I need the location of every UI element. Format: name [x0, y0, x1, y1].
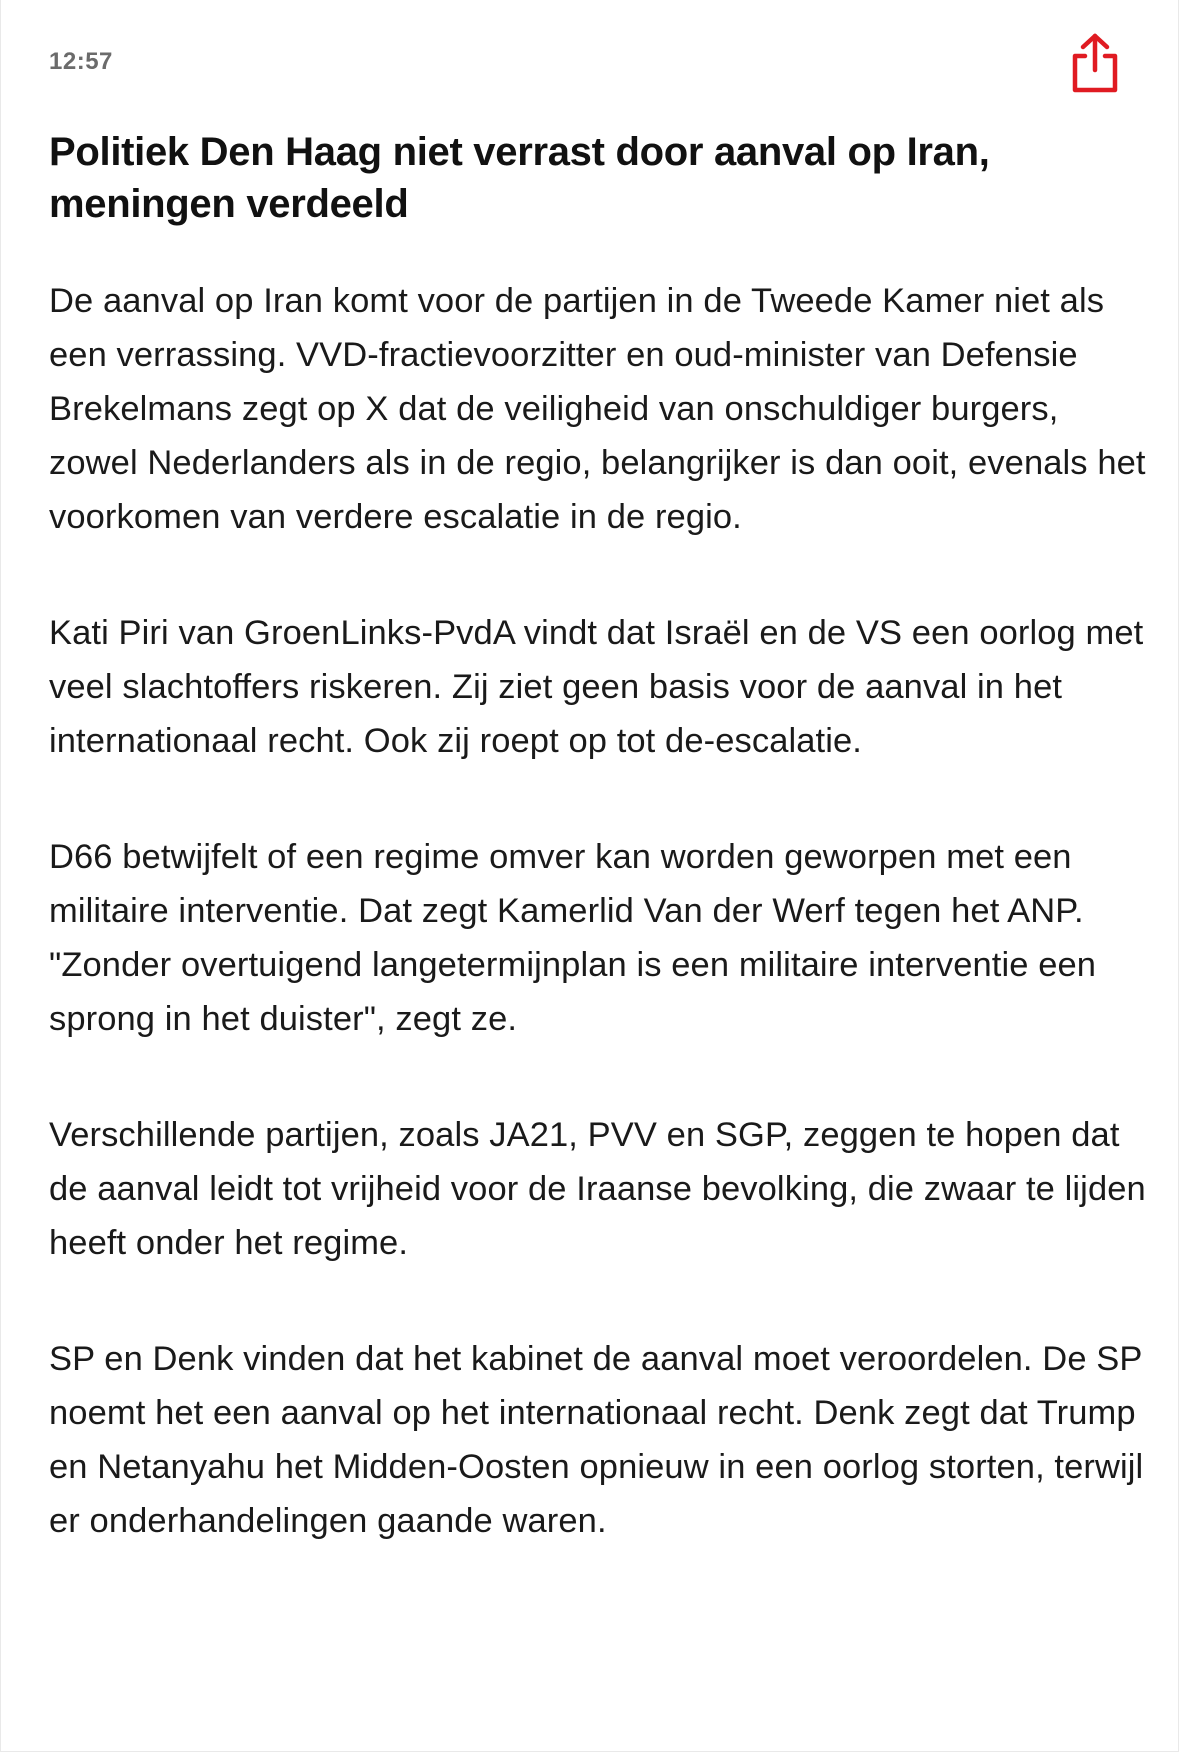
article-topbar: [49, 28, 1130, 98]
share-icon: [1065, 32, 1125, 94]
article-headline: Politiek Den Haag niet verrast door aanval op Iran, meningen verdeeld: [49, 130, 990, 226]
article-paragraph: Verschillende partijen, zoals JA21, PVV en SGP, zeggen te hopen dat de aanval leidt tot vrijheid voor de Iraanse bevolking, die zwaar te lijden heeft onder het regime.: [49, 1116, 1146, 1262]
timestamp: 12:57: [49, 48, 113, 75]
article-body: [49, 274, 1149, 1548]
article-paragraph: D66 betwijfelt of een regime omver kan worden geworpen met een militaire interventie. Dat zegt Kamerlid Van der Werf tegen het ANP. "Zonder overtuigend langetermijnplan is een militaire interventie een sprong in het duister", zegt ze.: [49, 838, 1097, 1038]
article-paragraph: De aanval op Iran komt voor de partijen in de Tweede Kamer niet als een verrassing. VVD-fractievoorzitter en oud-minister van Defensie Brekelmans zegt op X dat de veiligheid van onschuldiger burgers, zowel Nederlanders als in de regio, belangrijker is dan ooit, evenals het voorkomen van verdere escalatie in de regio.: [49, 282, 1146, 536]
article-paragraph: Kati Piri van GroenLinks-PvdA vindt dat Israël en de VS een oorlog met veel slachtoffers riskeren. Zij ziet geen basis voor de aanval in het internationaal recht. Ook zij roept op tot de-escalatie.: [49, 614, 1144, 760]
share-button[interactable]: [1060, 28, 1130, 98]
article-paragraph: SP en Denk vinden dat het kabinet de aanval moet veroordelen. De SP noemt het een aanval op het internationaal recht. Denk zegt dat Trump en Netanyahu het Midden-Oosten opnieuw in een oorlog storten, terwijl er onderhandelingen gaande waren.: [49, 1340, 1144, 1540]
